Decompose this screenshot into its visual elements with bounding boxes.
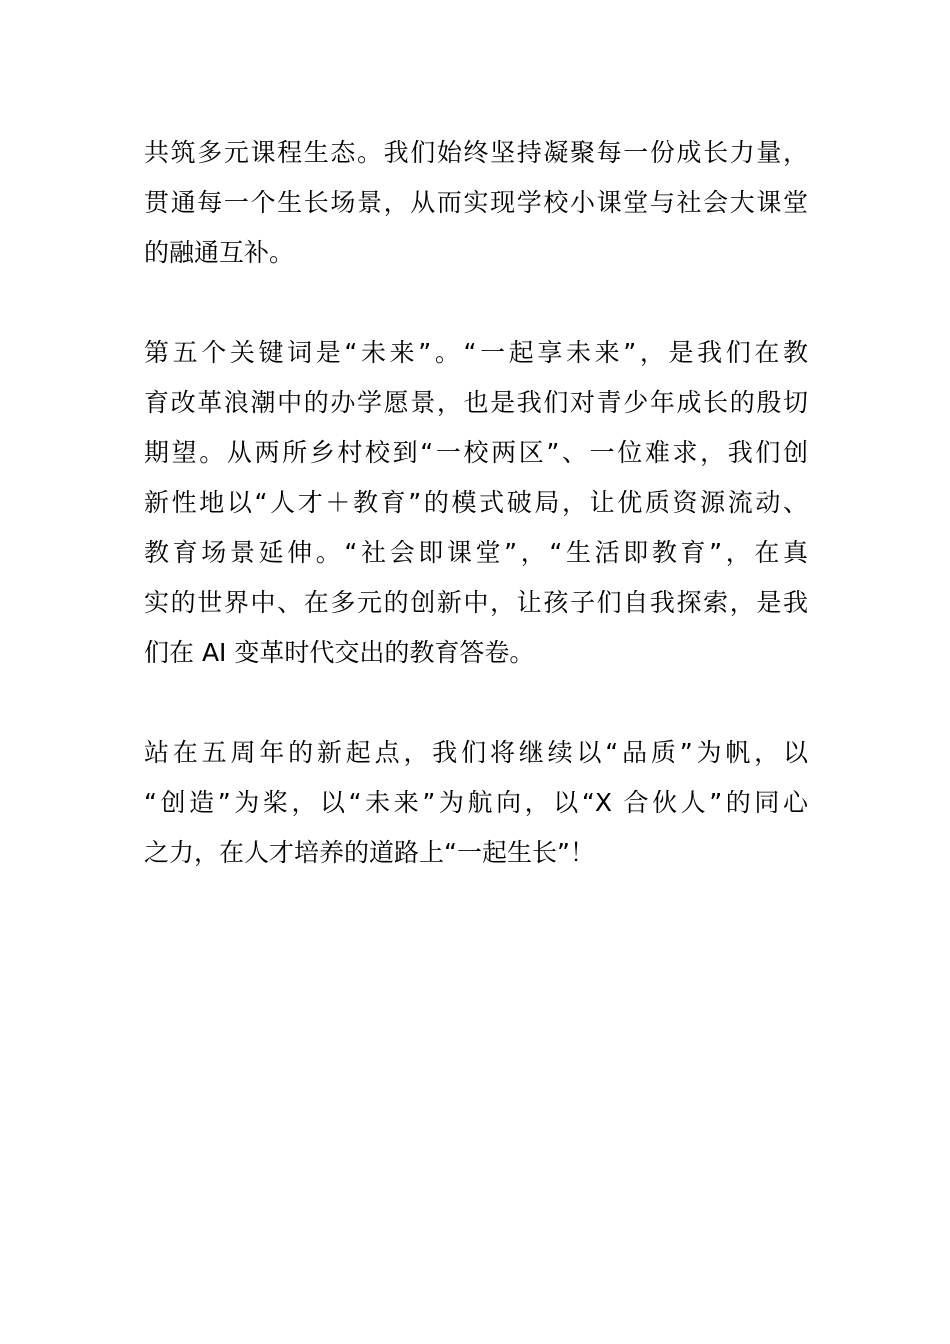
text-line: 贯通每一个生长场景，从而实现学校小课堂与社会大课堂 [144, 188, 808, 217]
text-line: 新性地以“人才＋教育”的模式破局，让优质资源流动、 [144, 488, 808, 517]
text-line: 们在 AI 变革时代交出的教育答卷。 [144, 638, 535, 667]
text-line: 期望。从两所乡村校到“一校两区”、一位难求，我们创 [144, 438, 808, 467]
text-line: 的融通互补。 [144, 238, 295, 267]
paragraph-keyword-future [144, 328, 808, 678]
text-line: 实的世界中、在多元的创新中，让孩子们自我探索，是我 [144, 588, 808, 617]
paragraph-new-starting-point [144, 728, 808, 878]
text-line: 第五个关键词是“未来”。“一起享未来”，是我们在教 [144, 338, 808, 367]
paragraph-course-ecology [144, 128, 808, 278]
text-line: “创造”为桨，以“未来”为航向，以“X 合伙人”的同心 [144, 788, 808, 817]
text-line: 育改革浪潮中的办学愿景，也是我们对青少年成长的殷切 [144, 388, 808, 417]
text-line: 共筑多元课程生态。我们始终坚持凝聚每一份成长力量， [144, 138, 808, 167]
document-body [144, 128, 808, 928]
text-line: 之力，在人才培养的道路上“一起生长”！ [144, 838, 595, 867]
text-line: 教育场景延伸。“社会即课堂”，“生活即教育”，在真 [144, 538, 808, 567]
text-line: 站在五周年的新起点，我们将继续以“品质”为帆，以 [144, 738, 808, 767]
